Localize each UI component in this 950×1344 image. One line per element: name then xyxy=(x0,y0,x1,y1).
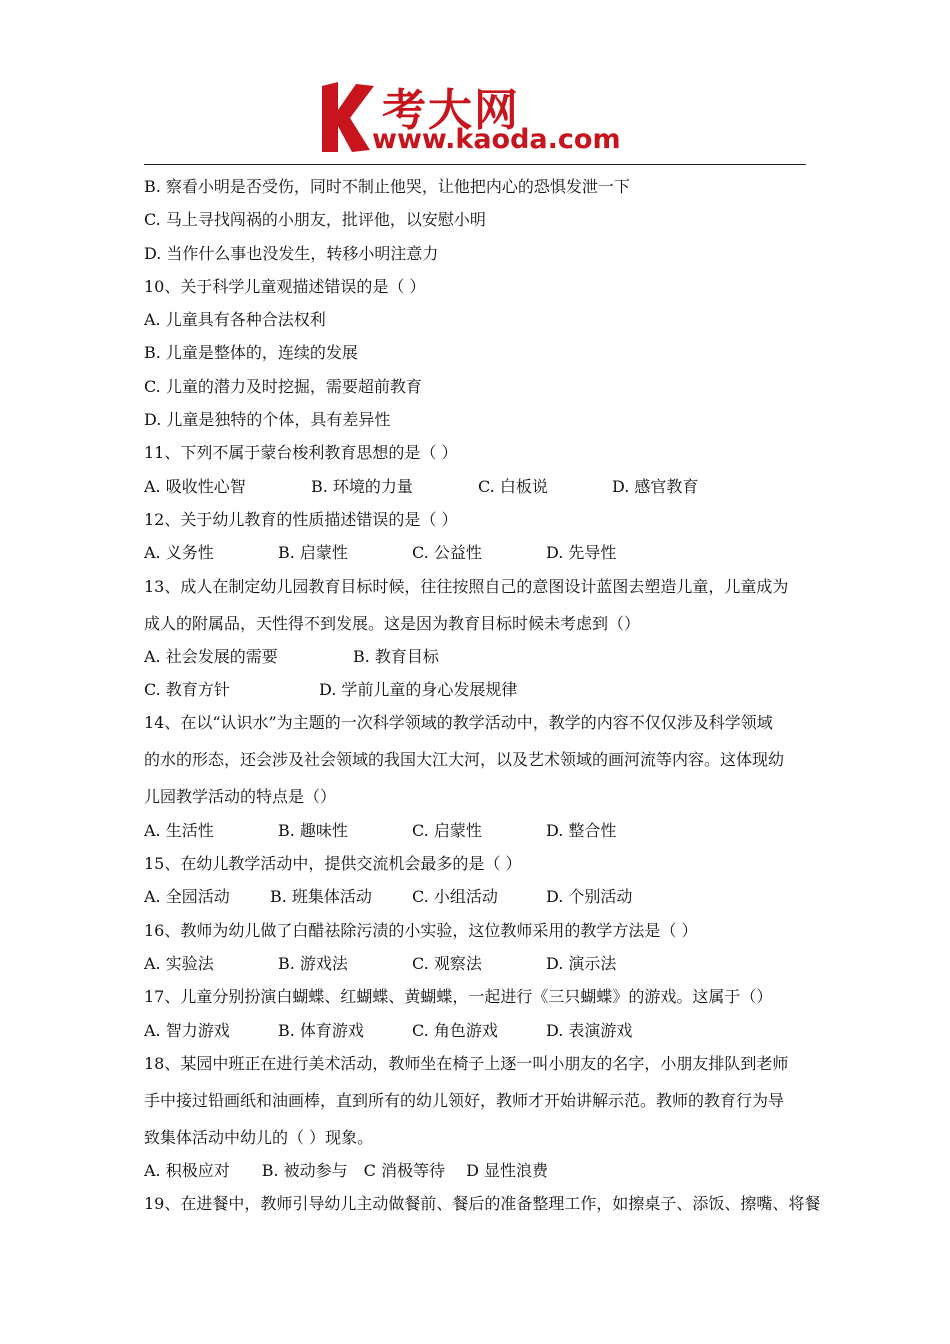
q14-option-c: C. 启蒙性 xyxy=(412,820,482,840)
question-list xyxy=(144,172,821,1223)
q10-option-b: B. 儿童是整体的，连续的发展 xyxy=(144,343,358,363)
q19-stem-line1: 19、在进餐中，教师引导幼儿主动做餐前、餐后的准备整理工作，如擦桌子、添饭、擦嘴、将餐 xyxy=(144,1194,821,1214)
q12-option-d: D. 先导性 xyxy=(546,543,617,563)
q11-option-d: D. 感官教育 xyxy=(612,476,699,496)
q12-option-c: C. 公益性 xyxy=(412,543,482,563)
q10-option-a: A. 儿童具有各种合法权利 xyxy=(144,310,326,330)
q15-stem: 15、在幼儿教学活动中，提供交流机会最多的是（ ） xyxy=(144,854,522,874)
q13-options-row1 xyxy=(144,642,810,675)
q16-option-d: D. 演示法 xyxy=(546,953,617,973)
q11-options xyxy=(144,472,810,505)
q13-option-b: B. 教育目标 xyxy=(353,646,439,666)
q18-stem-line3: 致集体活动中幼儿的（ ）现象。 xyxy=(144,1127,374,1147)
q13-stem-line2: 成人的附属品，天性得不到发展。这是因为教育目标时候未考虑到（） xyxy=(144,613,641,633)
q12-option-b: B. 启蒙性 xyxy=(278,543,348,563)
q11-option-c: C. 白板说 xyxy=(478,476,548,496)
q9-option-c: C. 马上寻找闯祸的小朋友，批评他，以安慰小明 xyxy=(144,210,486,230)
q10-stem: 10、关于科学儿童观描述错误的是（ ） xyxy=(144,276,426,296)
q18-stem-line1: 18、某园中班正在进行美术活动，教师坐在椅子上逐一叫小朋友的名字，小朋友排队到老师 xyxy=(144,1053,789,1073)
k-logo-icon xyxy=(316,80,378,154)
q13-option-c: C. 教育方针 xyxy=(144,680,230,700)
q14-option-a: A. 生活性 xyxy=(144,820,214,840)
q9-option-b: B. 察看小明是否受伤，同时不制止他哭，让他把内心的恐惧发泄一下 xyxy=(144,177,630,196)
q17-option-c: C. 角色游戏 xyxy=(412,1020,498,1040)
q15-option-a: A. 全园活动 xyxy=(144,887,230,907)
q14-stem-line1: 14、在以“认识水”为主题的一次科学领域的教学活动中，教学的内容不仅仅涉及科学领域 xyxy=(144,713,773,733)
q17-option-a: A. 智力游戏 xyxy=(144,1020,230,1040)
q10-option-d: D. 儿童是独特的个体，具有差异性 xyxy=(144,410,391,430)
logo-chinese-text: 考大网 xyxy=(382,85,520,136)
q15-option-d: D. 个别活动 xyxy=(546,887,633,907)
q14-options xyxy=(144,816,810,849)
q16-option-b: B. 游戏法 xyxy=(278,953,348,973)
q13-stem-line1: 13、成人在制定幼儿园教育目标时候，往往按照自己的意图设计蓝图去塑造儿童，儿童成为 xyxy=(144,576,789,596)
q17-option-d: D. 表演游戏 xyxy=(546,1020,633,1040)
q18-options: A. 积极应对 B. 被动参与 C 消极等待 D 显性浪费 xyxy=(144,1161,548,1181)
q16-option-c: C. 观察法 xyxy=(412,953,482,973)
q14-option-d: D. 整合性 xyxy=(546,820,617,840)
q18-stem-line2: 手中接过铅画纸和油画棒，直到所有的幼儿领好，教师才开始讲解示范。教师的教育行为导 xyxy=(144,1090,785,1110)
q13-option-d: D. 学前儿童的身心发展规律 xyxy=(319,680,518,700)
q11-stem: 11、下列不属于蒙台梭利教育思想的是（ ） xyxy=(144,443,458,463)
q13-option-a: A. 社会发展的需要 xyxy=(144,646,278,666)
q12-option-a: A. 义务性 xyxy=(144,543,214,563)
q11-option-b: B. 环境的力量 xyxy=(311,476,413,496)
q13-options-row2 xyxy=(144,675,810,708)
header-divider xyxy=(144,164,806,165)
q10-option-c: C. 儿童的潜力及时挖掘，需要超前教育 xyxy=(144,376,422,396)
q11-option-a: A. 吸收性心智 xyxy=(144,476,246,496)
q17-options xyxy=(144,1016,810,1049)
q12-options xyxy=(144,538,810,571)
q17-stem: 17、儿童分别扮演白蝴蝶、红蝴蝶、黄蝴蝶，一起进行《三只蝴蝶》的游戏。这属于（） xyxy=(144,987,773,1007)
kaoda-logo xyxy=(316,80,646,160)
q16-option-a: A. 实验法 xyxy=(144,953,214,973)
q16-options xyxy=(144,949,810,982)
q15-option-c: C. 小组活动 xyxy=(412,887,498,907)
q17-option-b: B. 体育游戏 xyxy=(278,1020,364,1040)
q15-options xyxy=(144,882,810,915)
q14-stem-line3: 儿园教学活动的特点是（） xyxy=(144,787,337,807)
q14-stem-line2: 的水的形态，还会涉及社会领域的我国大江大河，以及艺术领域的画河流等内容。这体现幼 xyxy=(144,750,785,770)
q12-stem: 12、关于幼儿教育的性质描述错误的是（ ） xyxy=(144,509,458,529)
q15-option-b: B. 班集体活动 xyxy=(270,887,372,907)
logo-url-text: www.kaoda.com xyxy=(372,124,621,155)
q16-stem: 16、教师为幼儿做了白醋祛除污渍的小实验，这位教师采用的教学方法是（ ） xyxy=(144,920,698,940)
q9-option-d: D. 当作什么事也没发生，转移小明注意力 xyxy=(144,243,439,263)
q14-option-b: B. 趣味性 xyxy=(278,820,348,840)
